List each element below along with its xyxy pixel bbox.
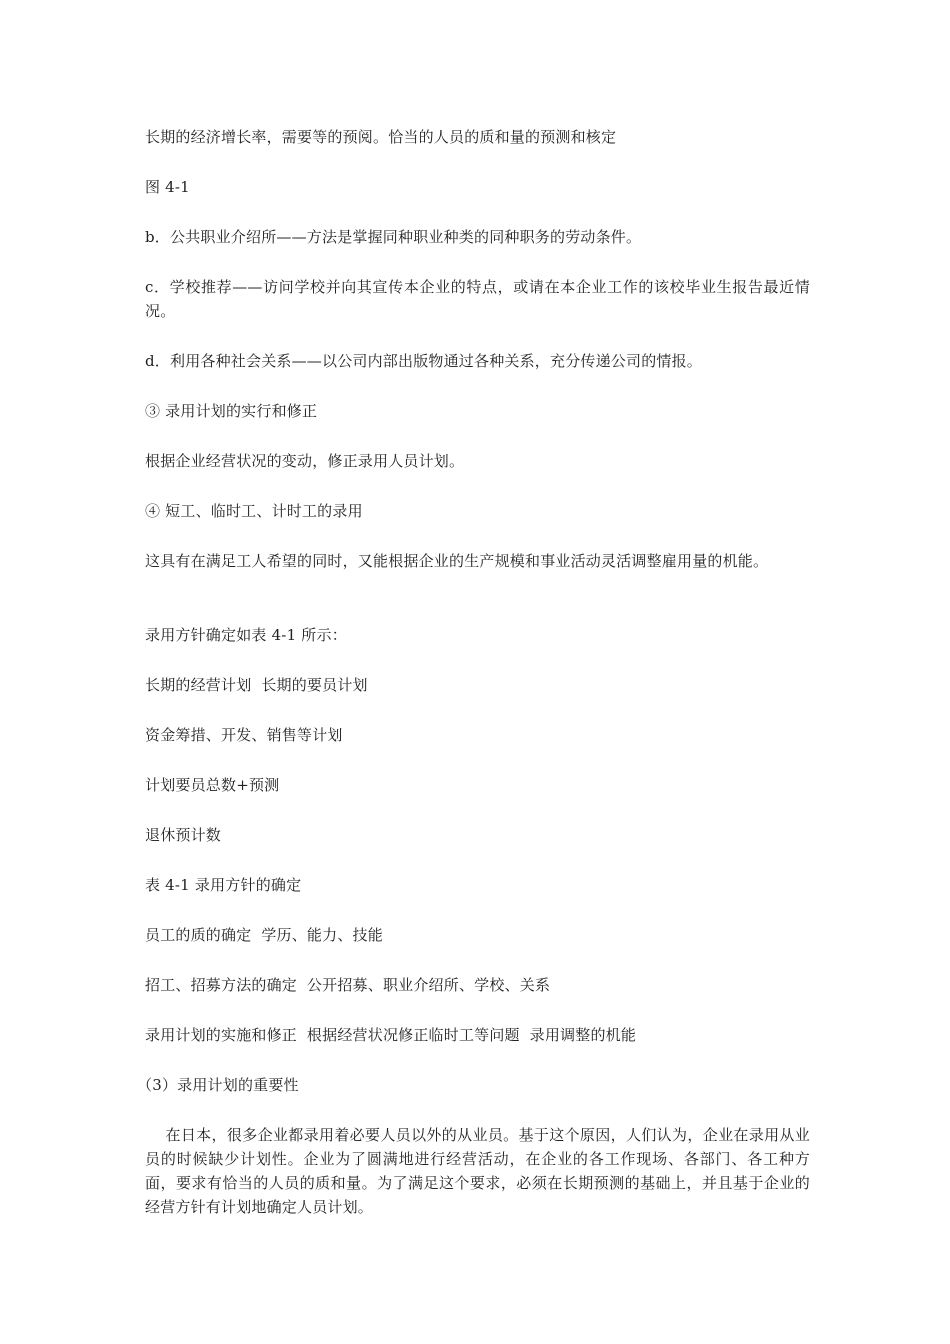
paragraph-school-recommendation: c．学校推荐——访问学校并向其宣传本企业的特点，或请在本企业工作的该校毕业生报告最近情况。 [145, 278, 810, 320]
table-line-total-staff: 计划要员总数+预测 [145, 776, 280, 794]
table-line-long-term-plan: 长期的经营计划 长期的要员计划 [145, 676, 368, 694]
paragraph-japan-employment: 在日本，很多企业都录用着必要人员以外的从业员。基于这个原因，人们认为，企业在录用从业员的时候缺少计划性。企业为了圆满地进行经营活动，在企业的各工作现场、各部门、各工种方面，要求有恰当的人员的质和量。为了满足这个要求，必须在长期预测的基础上，并且基于企业的经营方针有计划地确定人员计划。 [145, 1126, 811, 1216]
table-line-staff-quality: 员工的质的确定 学历、能力、技能 [145, 926, 383, 944]
paragraph-plan-revision: 根据企业经营状况的变动，修正录用人员计划。 [145, 452, 465, 470]
heading-temporary-workers: ④ 短工、临时工、计时工的录用 [145, 502, 363, 520]
table-caption: 表 4-1 录用方针的确定 [145, 876, 302, 894]
table-line-funding-plan: 资金筹措、开发、销售等计划 [145, 726, 343, 744]
figure-caption: 图 4-1 [145, 178, 190, 196]
paragraph-forecast: 长期的经济增长率，需要等的预阅。恰当的人员的质和量的预测和核定 [145, 128, 617, 146]
table-line-recruitment-method: 招工、招募方法的确定 公开招募、职业介绍所、学校、关系 [145, 976, 551, 994]
heading-plan-importance: （3）录用计划的重要性 [137, 1076, 299, 1094]
paragraph-table-intro: 录用方针确定如表 4-1 所示： [145, 626, 347, 644]
paragraph-public-agency: b．公共职业介绍所——方法是掌握同种职业种类的同种职务的劳动条件。 [145, 228, 642, 246]
paragraph-flexible-function: 这具有在满足工人希望的同时，又能根据企业的生产规模和事业活动灵活调整雇用量的机能。 [145, 552, 769, 570]
paragraph-social-relations: d．利用各种社会关系——以公司内部出版物通过各种关系，充分传递公司的情报。 [145, 352, 703, 370]
heading-plan-implementation: ③ 录用计划的实行和修正 [145, 402, 318, 420]
table-line-retirement: 退休预计数 [145, 826, 222, 844]
table-line-plan-revision: 录用计划的实施和修正 根据经营状况修正临时工等问题 录用调整的机能 [145, 1026, 637, 1044]
